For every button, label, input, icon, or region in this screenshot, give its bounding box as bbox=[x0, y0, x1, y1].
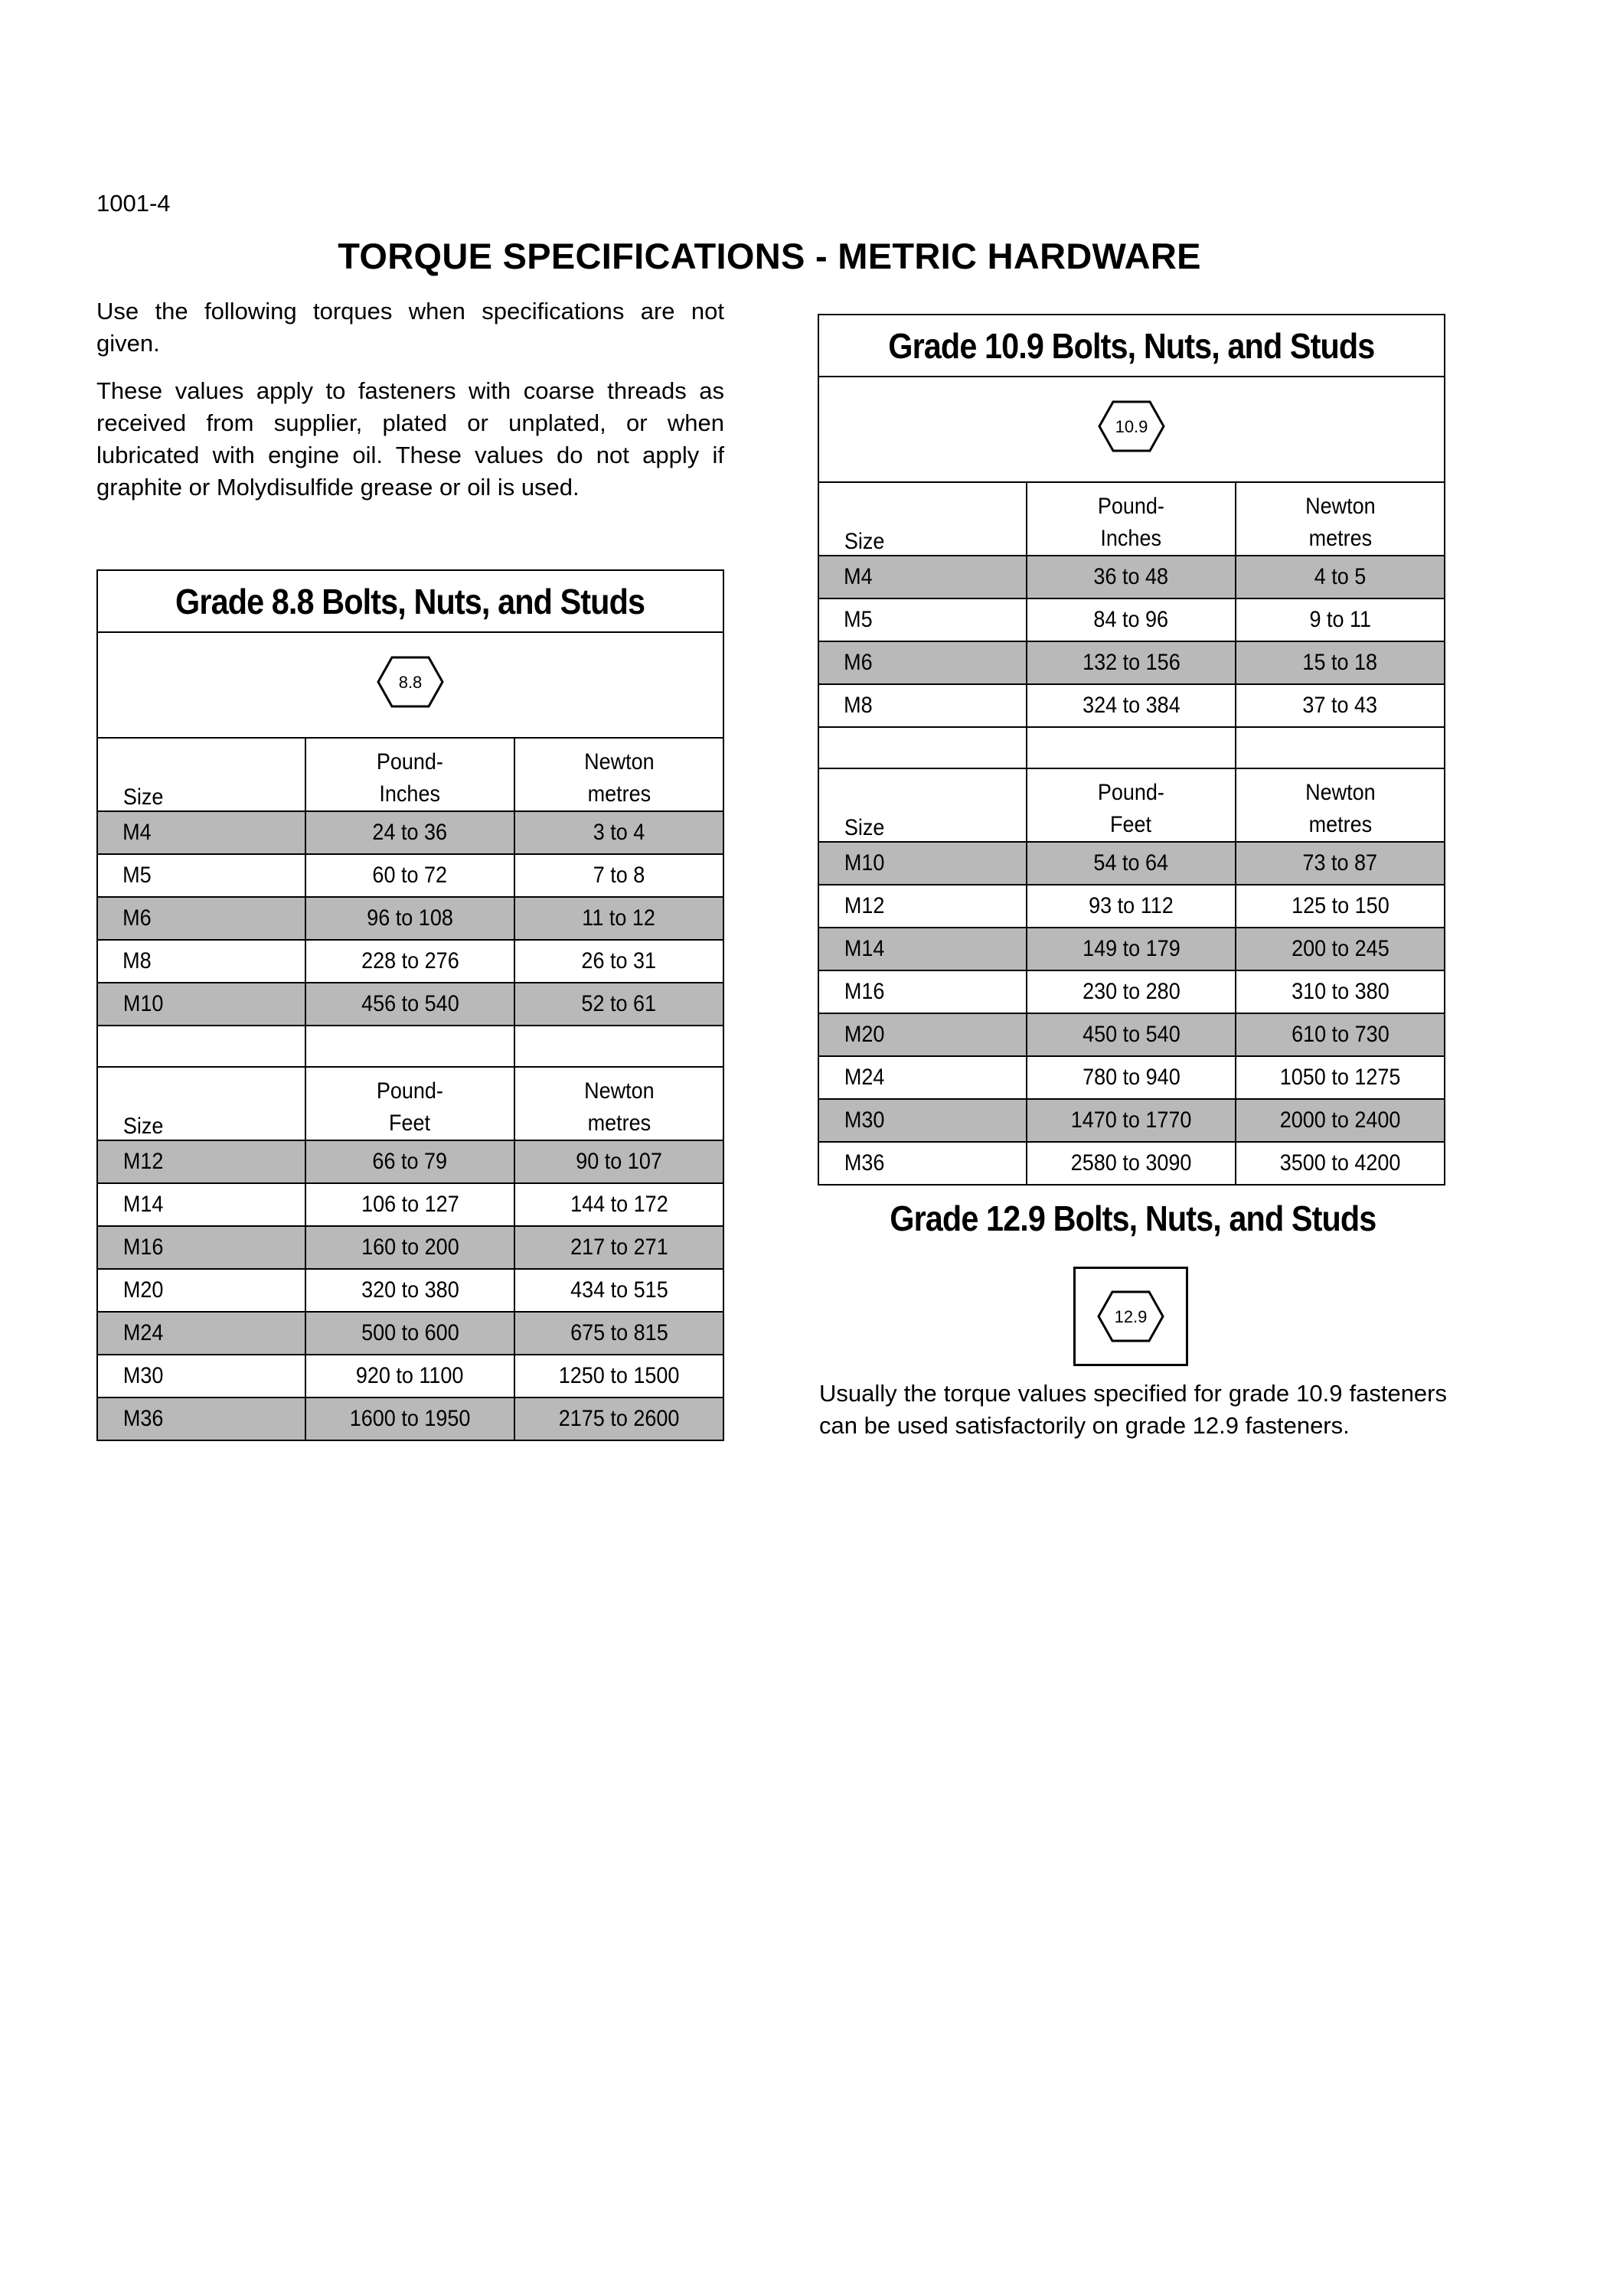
grade-10-9-mark-cell bbox=[818, 377, 1445, 482]
bolt-head-10-9-icon bbox=[1096, 399, 1167, 454]
grade-10-9-foot-section bbox=[818, 768, 1445, 1185]
table-row bbox=[97, 1140, 723, 1183]
grade-10-9-title-cell bbox=[818, 315, 1445, 377]
newton-value-cell: 217 to 271 bbox=[514, 1226, 723, 1269]
size-cell: M14 bbox=[818, 928, 1027, 970]
newton-value-cell: 9 to 11 bbox=[1236, 598, 1445, 641]
size-cell: M36 bbox=[97, 1397, 305, 1440]
intro-paragraph-2: These values apply to fasteners with coarse threads as received from supplier, plated or unplated, or when lubricated with engine oil. These values do not apply if graphite or Molydisulfide grease or oil is used. bbox=[96, 377, 724, 501]
newton-value-cell: 15 to 18 bbox=[1236, 641, 1445, 684]
newton-value-cell: 52 to 61 bbox=[514, 983, 723, 1026]
pound-value-cell: 1470 to 1770 bbox=[1027, 1099, 1236, 1142]
table-row bbox=[818, 1142, 1445, 1185]
table-row bbox=[818, 928, 1445, 970]
table-row bbox=[97, 1269, 723, 1312]
bolt-head-8-8-icon bbox=[375, 654, 446, 709]
table-header-row bbox=[818, 482, 1445, 556]
size-cell: M16 bbox=[818, 970, 1027, 1013]
pound-value-cell: 920 to 1100 bbox=[305, 1355, 514, 1397]
newton-value-cell: 200 to 245 bbox=[1236, 928, 1445, 970]
grade-10-9-title: Grade 10.9 Bolts, Nuts, and Studs bbox=[888, 325, 1375, 366]
table-spacer-row bbox=[818, 727, 1445, 768]
size-cell: M12 bbox=[818, 885, 1027, 928]
table-row bbox=[818, 1056, 1445, 1099]
size-cell: M6 bbox=[818, 641, 1027, 684]
newton-value-cell: 11 to 12 bbox=[514, 897, 723, 940]
table-row bbox=[97, 940, 723, 983]
table-row bbox=[818, 1013, 1445, 1056]
size-cell: M20 bbox=[97, 1269, 305, 1312]
size-cell: M20 bbox=[818, 1013, 1027, 1056]
pound-value-cell: 54 to 64 bbox=[1027, 842, 1236, 885]
pound-value-cell: 2580 to 3090 bbox=[1027, 1142, 1236, 1185]
newton-value-cell: 3500 to 4200 bbox=[1236, 1142, 1445, 1185]
size-column-header: Size bbox=[97, 1067, 305, 1140]
size-cell: M4 bbox=[818, 556, 1027, 598]
pound-value-cell: 66 to 79 bbox=[305, 1140, 514, 1183]
size-cell: M8 bbox=[818, 684, 1027, 727]
pound-column-header: Pound- Feet bbox=[1027, 768, 1236, 842]
size-cell: M30 bbox=[818, 1099, 1027, 1142]
size-cell: M16 bbox=[97, 1226, 305, 1269]
pound-value-cell: 780 to 940 bbox=[1027, 1056, 1236, 1099]
table-row bbox=[97, 854, 723, 897]
table-row bbox=[97, 1355, 723, 1397]
pound-value-cell: 320 to 380 bbox=[305, 1269, 514, 1312]
table-row bbox=[818, 641, 1445, 684]
grade-10-9-table bbox=[818, 314, 1445, 1186]
grade-10-9-mark-label: 10.9 bbox=[1115, 417, 1148, 436]
size-cell: M6 bbox=[97, 897, 305, 940]
pound-value-cell: 106 to 127 bbox=[305, 1183, 514, 1226]
grade-12-9-note: Usually the torque values specified for grade 10.9 fasteners can be used satisfactorily on grade 12.9 fasteners. bbox=[819, 1380, 1447, 1439]
pound-value-cell: 93 to 112 bbox=[1027, 885, 1236, 928]
table-row bbox=[97, 1397, 723, 1440]
newton-value-cell: 610 to 730 bbox=[1236, 1013, 1445, 1056]
grade-12-9-mark-box bbox=[1073, 1267, 1188, 1366]
table-row bbox=[97, 1312, 723, 1355]
newton-value-cell: 90 to 107 bbox=[514, 1140, 723, 1183]
size-cell: M30 bbox=[97, 1355, 305, 1397]
table-row bbox=[818, 598, 1445, 641]
size-cell: M36 bbox=[818, 1142, 1027, 1185]
table-row bbox=[818, 1099, 1445, 1142]
newton-column-header: Newton metres bbox=[514, 738, 723, 811]
grade-12-9-heading bbox=[819, 1198, 1447, 1239]
newton-value-cell: 4 to 5 bbox=[1236, 556, 1445, 598]
pound-value-cell: 230 to 280 bbox=[1027, 970, 1236, 1013]
size-cell: M14 bbox=[97, 1183, 305, 1226]
pound-value-cell: 160 to 200 bbox=[305, 1226, 514, 1269]
table-row bbox=[818, 556, 1445, 598]
table-row bbox=[818, 970, 1445, 1013]
pound-value-cell: 24 to 36 bbox=[305, 811, 514, 854]
size-column-header: Size bbox=[818, 482, 1027, 556]
size-column-header: Size bbox=[97, 738, 305, 811]
size-cell: M24 bbox=[818, 1056, 1027, 1099]
size-cell: M4 bbox=[97, 811, 305, 854]
pound-column-header: Pound- Inches bbox=[1027, 482, 1236, 556]
grade-8-8-inch-section bbox=[97, 738, 723, 1026]
pound-value-cell: 500 to 600 bbox=[305, 1312, 514, 1355]
pound-value-cell: 36 to 48 bbox=[1027, 556, 1236, 598]
table-row bbox=[97, 1226, 723, 1269]
pound-value-cell: 228 to 276 bbox=[305, 940, 514, 983]
page-title: TORQUE SPECIFICATIONS - METRIC HARDWARE bbox=[338, 236, 1201, 276]
grade-8-8-title: Grade 8.8 Bolts, Nuts, and Studs bbox=[175, 581, 645, 621]
table-header-row bbox=[97, 738, 723, 811]
pound-value-cell: 60 to 72 bbox=[305, 854, 514, 897]
pound-value-cell: 450 to 540 bbox=[1027, 1013, 1236, 1056]
grade-12-9-title: Grade 12.9 Bolts, Nuts, and Studs bbox=[890, 1199, 1376, 1238]
intro-paragraph-1: Use the following torques when specifications are not given. bbox=[96, 298, 724, 357]
newton-value-cell: 434 to 515 bbox=[514, 1269, 723, 1312]
grade-12-9-mark-label: 12.9 bbox=[1114, 1307, 1148, 1326]
grade-8-8-table bbox=[96, 569, 724, 1441]
size-column-header: Size bbox=[818, 768, 1027, 842]
intro-text bbox=[96, 295, 724, 519]
newton-column-header: Newton metres bbox=[1236, 482, 1445, 556]
table-row bbox=[97, 983, 723, 1026]
newton-value-cell: 3 to 4 bbox=[514, 811, 723, 854]
table-row bbox=[97, 897, 723, 940]
pound-value-cell: 84 to 96 bbox=[1027, 598, 1236, 641]
grade-10-9-inch-section bbox=[818, 482, 1445, 727]
newton-value-cell: 1050 to 1275 bbox=[1236, 1056, 1445, 1099]
table-spacer-row bbox=[97, 1026, 723, 1067]
newton-value-cell: 675 to 815 bbox=[514, 1312, 723, 1355]
grade-8-8-title-cell bbox=[97, 570, 723, 632]
size-cell: M5 bbox=[97, 854, 305, 897]
table-header-row bbox=[818, 768, 1445, 842]
pound-value-cell: 96 to 108 bbox=[305, 897, 514, 940]
page-number: 1001-4 bbox=[96, 190, 171, 217]
pound-column-header: Pound- Inches bbox=[305, 738, 514, 811]
pound-value-cell: 149 to 179 bbox=[1027, 928, 1236, 970]
size-cell: M12 bbox=[97, 1140, 305, 1183]
table-row bbox=[818, 885, 1445, 928]
newton-value-cell: 144 to 172 bbox=[514, 1183, 723, 1226]
size-cell: M10 bbox=[818, 842, 1027, 885]
newton-value-cell: 26 to 31 bbox=[514, 940, 723, 983]
pound-value-cell: 132 to 156 bbox=[1027, 641, 1236, 684]
newton-column-header: Newton metres bbox=[1236, 768, 1445, 842]
grade-8-8-mark-cell bbox=[97, 632, 723, 738]
size-cell: M8 bbox=[97, 940, 305, 983]
newton-value-cell: 125 to 150 bbox=[1236, 885, 1445, 928]
newton-value-cell: 37 to 43 bbox=[1236, 684, 1445, 727]
newton-value-cell: 7 to 8 bbox=[514, 854, 723, 897]
grade-8-8-mark-label: 8.8 bbox=[398, 673, 423, 692]
pound-value-cell: 324 to 384 bbox=[1027, 684, 1236, 727]
newton-value-cell: 73 to 87 bbox=[1236, 842, 1445, 885]
newton-value-cell: 2000 to 2400 bbox=[1236, 1099, 1445, 1142]
size-cell: M24 bbox=[97, 1312, 305, 1355]
newton-value-cell: 310 to 380 bbox=[1236, 970, 1445, 1013]
newton-value-cell: 2175 to 2600 bbox=[514, 1397, 723, 1440]
pound-column-header: Pound- Feet bbox=[305, 1067, 514, 1140]
table-header-row bbox=[97, 1067, 723, 1140]
bolt-head-12-9-icon bbox=[1096, 1289, 1166, 1344]
table-row bbox=[97, 1183, 723, 1226]
table-row bbox=[97, 811, 723, 854]
size-cell: M5 bbox=[818, 598, 1027, 641]
table-row bbox=[818, 684, 1445, 727]
pound-value-cell: 1600 to 1950 bbox=[305, 1397, 514, 1440]
size-cell: M10 bbox=[97, 983, 305, 1026]
grade-8-8-foot-section bbox=[97, 1067, 723, 1440]
table-row bbox=[818, 842, 1445, 885]
newton-value-cell: 1250 to 1500 bbox=[514, 1355, 723, 1397]
newton-column-header: Newton metres bbox=[514, 1067, 723, 1140]
pound-value-cell: 456 to 540 bbox=[305, 983, 514, 1026]
